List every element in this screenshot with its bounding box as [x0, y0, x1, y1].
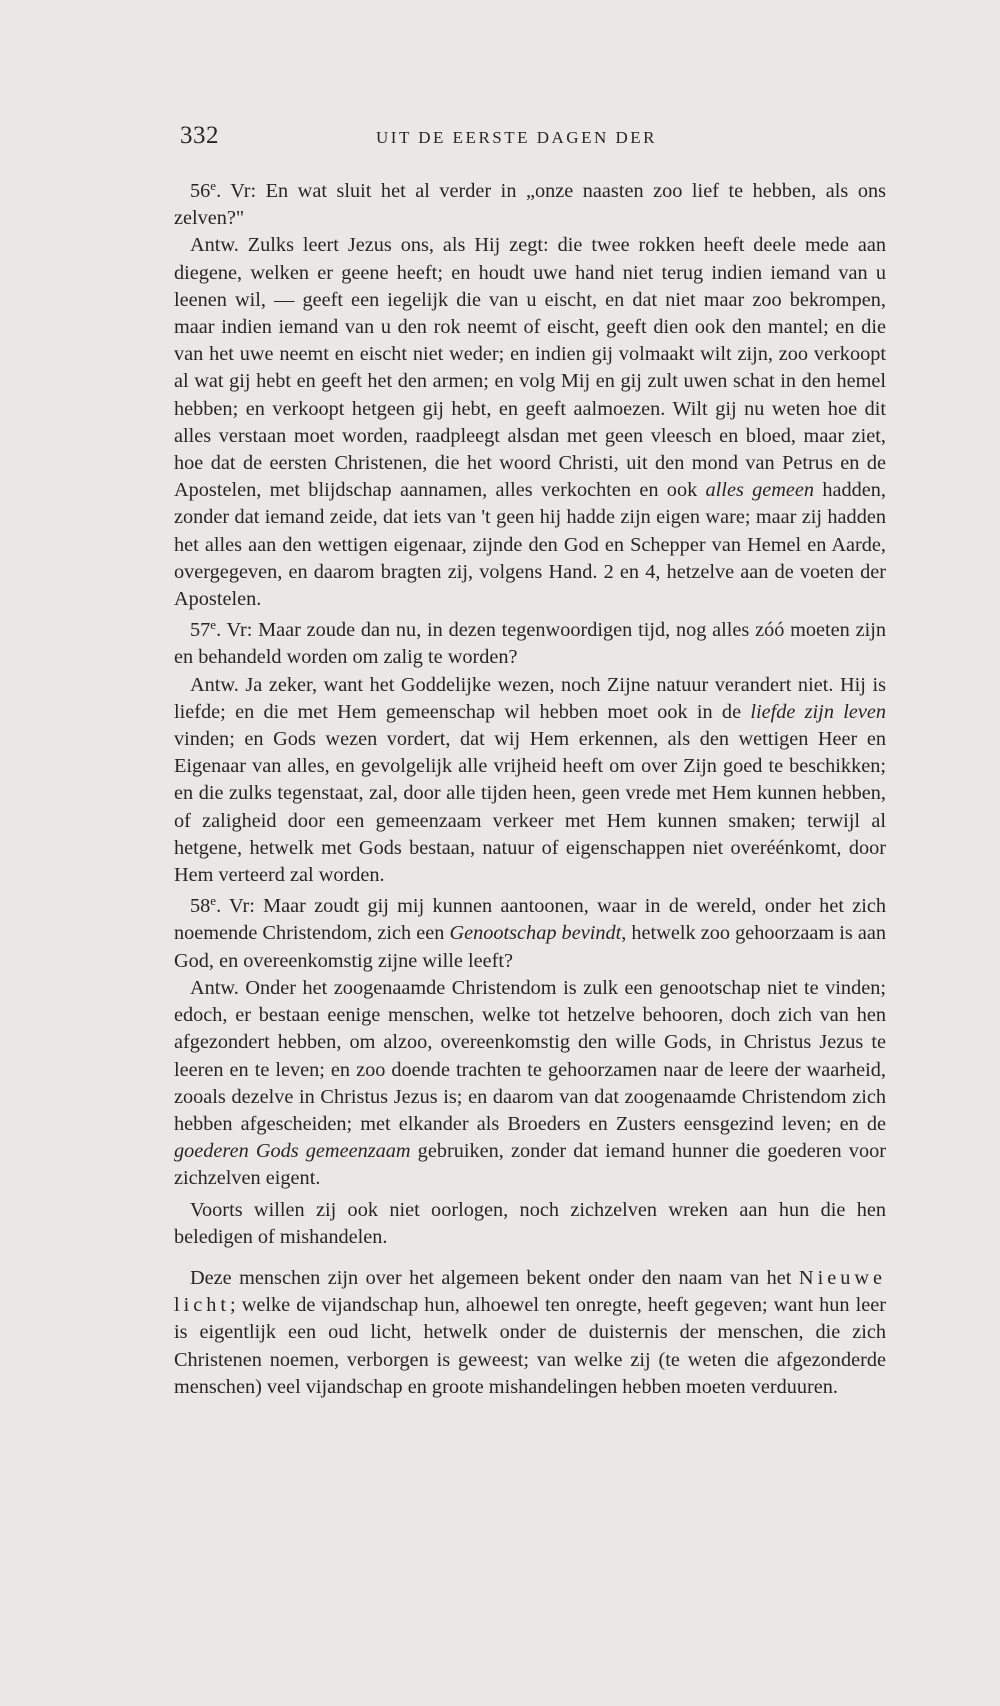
emphasis: alles gemeen: [705, 479, 815, 502]
ordinal-suffix: e: [210, 893, 217, 909]
question-number: 58: [190, 895, 211, 918]
running-title: UIT DE EERSTE DAGEN DER: [376, 128, 657, 147]
ordinal-suffix: e: [210, 617, 217, 633]
question-text: . Vr: Maar zoude dan nu, in dezen tegenwoordigen tijd, nog alles zóó moeten zijn en behandeld worden om zalig te worden?: [174, 619, 886, 669]
body-text: [174, 178, 886, 1401]
question-number: 56: [190, 180, 211, 202]
question-text: . Vr: Maar zoudt gij mij kunnen aantoonen, waar in de wereld, onder het zich noemende Christendom, zich een: [174, 895, 886, 945]
answer-text: Antw. Ja zeker, want het Goddelijke wezen, noch Zijne natuur verandert niet. Hij is liefde; en die met Hem gemeenschap wil hebben moet ook in de: [174, 673, 886, 723]
question-56: [174, 178, 886, 232]
paragraph-voorts: [174, 1197, 886, 1251]
emphasis: liefde zijn leven: [750, 700, 887, 723]
question-text-cont: , hetwelk zoo gehoorzaam is aan God, en overeenkomstig zijne wille leeft?: [174, 922, 886, 972]
question-number: 57: [190, 619, 211, 642]
answer-57: [174, 672, 886, 890]
answer-text-cont: vinden; en Gods wezen vordert, dat wij Hem erkennen, als den wettigen Heer en Eigenaar van alles, en gevolgelijk alle vrijheid heeft om over Zijn goed te beschikken; en die zulks tegenstaat, zal, door alle tijden heen, geen vrede met Hem kunnen hebben, of zaligheid door een gemeenzaam verkeer met Hem kunnen smaken; terwijl al hetgene, hetwelk met Gods bestaan, natuur of eigenschappen niet overéénkomt, door Hem verteerd zal worden.: [174, 728, 886, 887]
question-57: [174, 617, 886, 671]
spaced-emphasis: Nieuwe licht: [174, 1266, 886, 1317]
emphasis: goederen Gods gemeenzaam: [174, 1140, 411, 1163]
page-number: 332: [180, 122, 219, 149]
answer-58: [174, 975, 886, 1193]
emphasis: Genootschap bevindt: [449, 922, 622, 945]
running-head: [180, 122, 880, 152]
answer-text: Antw. Zulks leert Jezus ons, als Hij zegt: die twee rokken heeft deele mede aan diegene, welken er geene heeft; en houdt uwe hand niet terug indien iemand van u leenen wil, — geeft een iegelijk die van u eischt, en dat niet maar zoo bekrompen, maar indien iemand van u den rok neemt of eischt, geeft dien ook den mantel; en die van het uwe neemt en eischt niet weder; en indien gij volmaakt wilt zijn, zoo verkoopt al wat gij hebt en geeft het den armen; en volg Mij en gij zult uwen schat in den hemel hebben; en verkoopt hetgeen gij hebt, en geeft aalmoezen. Wilt gij nu weten hoe dit alles verstaan moet worden, raadpleegt alsdan met geen vleesch en bloed, maar ziet, hoe dat de eersten Christenen, die het woord Christi, uit den mond van Petrus en de Apostelen, met blijdschap aannamen, alles verkochten en ook: [174, 234, 886, 502]
ordinal-suffix: e: [210, 178, 217, 193]
paragraph-text: Voorts willen zij ook niet oorlogen, noch zichzelven wreken aan hun die hen beledigen of mishandelen.: [174, 1198, 886, 1248]
answer-56: [174, 232, 886, 613]
answer-text-cont: gebruiken, zonder dat iemand hunner die goederen voor zichzelven eigent.: [174, 1140, 886, 1190]
answer-text-cont: hadden, zonder dat iemand zeide, dat iets van 't geen hij hadde zijn eigen ware; maar zij hadden het alles aan den wettigen eigenaar, zijnde den God en Schepper van Hemel en Aarde, overgegeven, en daarom bragten zij, volgens Hand. 2 en 4, hetzelve aan de voeten der Apostelen.: [174, 479, 886, 611]
question-58: [174, 893, 886, 975]
paragraph-text: Deze menschen zijn over het algemeen bekent onder den naam van het: [190, 1266, 799, 1289]
paragraph-text-cont: ; welke de vijandschap hun, alhoewel ten onregte, heeft gegeven; want hun leer is eigentlijk een oud licht, hetwelk onder de duisternis der menschen, die zich Christenen noemen, verborgen is geweest; van welke zij (te weten die afgezonderde menschen) veel vijandschap en groote mishandelingen hebben moeten verduuren.: [174, 1294, 886, 1398]
answer-text: Antw. Onder het zoogenaamde Christendom is zulk een genootschap niet te vinden; edoch, er bestaan eenige menschen, welke tot hetzelve behooren, doch zich van hen afgezondert hebben, om alzoo, overeenkomstig den wille Gods, in Christus Jezus te leeren en te leven; en zoo doende trachten te gehoorzamen naar de leere der waarheid, zooals dezelve in Christus Jezus is; en daarom van dat zoogenaamde Christendom zich hebben afgescheiden; met elkander als Broeders en Zusters eensgezind leven; en de: [174, 976, 886, 1135]
paragraph-nieuwe-licht: [174, 1265, 886, 1401]
question-text: . Vr: En wat sluit het al verder in „onze naasten zoo lief te hebben, als ons zelven?": [174, 180, 886, 230]
